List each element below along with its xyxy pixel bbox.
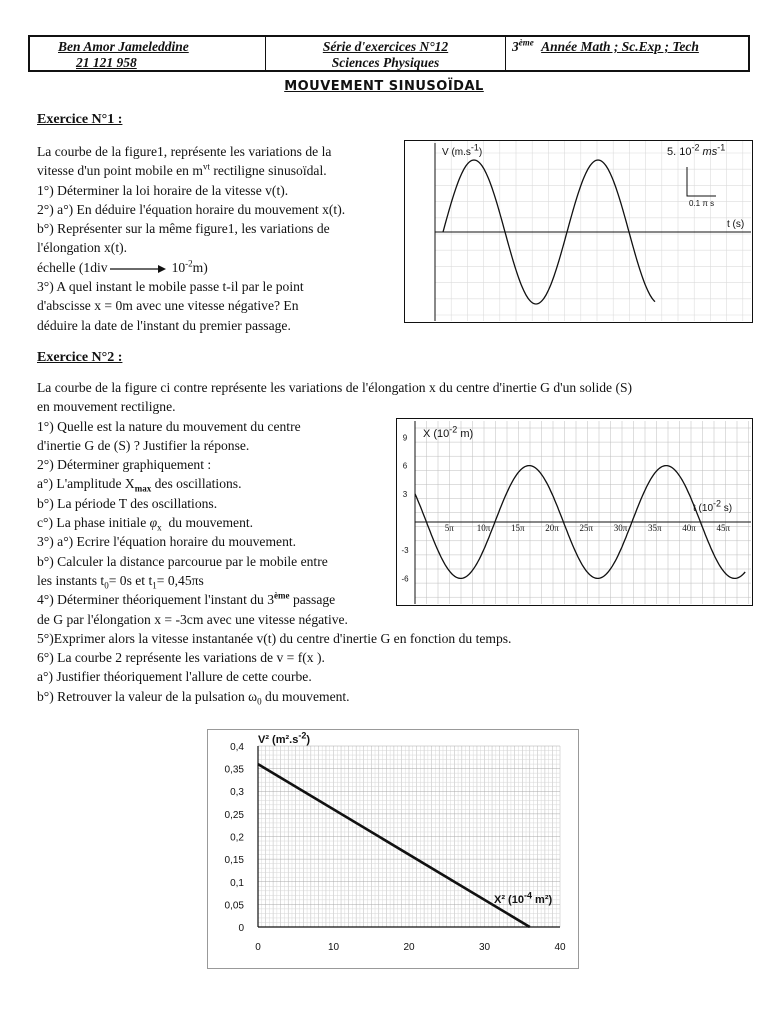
fig2-ylabel-end: m) bbox=[457, 428, 474, 440]
year-label: Année Math ; Sc.Exp ; Tech bbox=[541, 39, 699, 54]
fig1-scale-t: 0.1 π s bbox=[689, 199, 715, 208]
x-tick-label: 25π bbox=[579, 523, 594, 533]
fig2-xlabel-sup: -2 bbox=[713, 498, 722, 509]
q4-start: 4°) Déterminer théoriquement l'instant du 3 bbox=[37, 592, 275, 608]
ex2-title: Exercice N°2 : bbox=[37, 350, 123, 365]
q4-end: passage bbox=[292, 592, 336, 608]
ex1-line2-sup: vt bbox=[202, 161, 210, 172]
author-phone: 21 121 958 bbox=[76, 55, 137, 70]
chart-xlabel bbox=[494, 890, 553, 906]
year-num: 3 bbox=[512, 39, 519, 54]
y-tick-label: 0,25 bbox=[224, 809, 244, 821]
fig1-xlabel: t (s) bbox=[727, 219, 745, 230]
ex2-line: de G par l'élongation x = -3cm avec une vitesse négative. bbox=[37, 611, 348, 627]
header-author-cell bbox=[30, 37, 266, 70]
ex1-line: 1°) Déterminer la loi horaire de la vitesse v(t). bbox=[37, 182, 289, 198]
ex1-line: La courbe de la figure1, représente les variations de la bbox=[37, 144, 332, 159]
fig1-scale-v-unit-sup: -1 bbox=[717, 142, 726, 153]
ex1-text bbox=[37, 142, 345, 335]
x-tick-label: 10 bbox=[327, 942, 340, 953]
x-tick-label: 20π bbox=[545, 523, 559, 533]
scale-exp: -2 bbox=[185, 258, 193, 269]
chart-ylabel bbox=[258, 730, 311, 746]
x-tick-label: 0 bbox=[255, 942, 261, 953]
fig1-ylabel-end: ) bbox=[478, 147, 483, 158]
arrow-right-icon bbox=[110, 264, 166, 274]
ex2-line: 1°) Quelle est la nature du mouvement du centre bbox=[37, 418, 301, 434]
fig1-ylabel-text: V (m.s bbox=[442, 147, 471, 158]
phase-symbol: φ bbox=[149, 515, 158, 531]
amp-sub: max bbox=[134, 484, 152, 495]
ex1-line: b°) Représenter sur la même figure1, les variations de bbox=[37, 221, 330, 237]
ex1-line: l'élongation x(t). bbox=[37, 240, 128, 256]
x-tick-label: 40π bbox=[682, 523, 696, 533]
x-tick-label: 10π bbox=[476, 523, 491, 533]
fig2-xlabel-text: t (10 bbox=[693, 503, 714, 514]
chart-xlabel-end: m²) bbox=[531, 894, 553, 906]
y-tick-label: -3 bbox=[401, 546, 409, 556]
x-tick-label: 5π bbox=[444, 523, 454, 533]
instants-c: = 0,45πs bbox=[156, 572, 204, 588]
chart-xlabel-sup: -4 bbox=[523, 890, 532, 901]
figure-2 bbox=[396, 418, 753, 606]
author-name: Ben Amor Jameleddine bbox=[58, 39, 189, 54]
header-table bbox=[28, 35, 750, 72]
y-tick-label: 0,2 bbox=[230, 832, 244, 844]
courbe-2-chart bbox=[208, 730, 578, 968]
y-tick-label: 3 bbox=[402, 489, 408, 499]
figure-1-graph bbox=[405, 141, 751, 321]
ex1-scale-line bbox=[37, 258, 345, 277]
y-tick-label: 0,35 bbox=[224, 764, 244, 776]
y-tick-label: 0,15 bbox=[224, 855, 244, 867]
fig2-xlabel bbox=[693, 498, 733, 514]
phase-sub: x bbox=[157, 522, 162, 533]
chart-ylabel-sup: -2 bbox=[298, 730, 307, 741]
ex1-line: 3°) A quel instant le mobile passe t-il par le point bbox=[37, 279, 304, 295]
ex1-title: Exercice N°1 : bbox=[37, 112, 123, 127]
amp-end: des oscillations. bbox=[151, 476, 242, 492]
y-tick-label: -6 bbox=[401, 574, 409, 584]
x-tick-label: 30π bbox=[613, 523, 628, 533]
fig2-xlabel-end: s) bbox=[721, 503, 733, 514]
phase-end: du mouvement. bbox=[168, 515, 254, 531]
ex2-line: 2°) Déterminer graphiquement : bbox=[37, 457, 212, 473]
chart-xlabel-text: X² (10 bbox=[494, 894, 524, 906]
ex2-line: b°) La période T des oscillations. bbox=[37, 495, 218, 511]
ex1-line: 2°) a°) En déduire l'équation horaire du mouvement x(t). bbox=[37, 201, 346, 217]
series-title: Série d'exercices N°12 bbox=[322, 39, 449, 54]
header-year-cell bbox=[506, 37, 748, 70]
ex2-line bbox=[37, 687, 632, 706]
ex2-line: 6°) La courbe 2 représente les variations de v = f(x ). bbox=[37, 650, 325, 666]
fig1-scale-v-sup: -2 bbox=[691, 142, 700, 153]
x-tick-label: 35π bbox=[648, 523, 662, 533]
ex2-line: b°) Calculer la distance parcourue par le mobile entre bbox=[37, 553, 328, 569]
y-tick-label: 6 bbox=[402, 461, 408, 471]
amp-start: a°) L'amplitude X bbox=[37, 476, 135, 492]
chart-ylabel-text: V² (m².s bbox=[258, 734, 299, 746]
y-tick-label: 0,1 bbox=[230, 877, 244, 889]
ex2-line: a°) Justifier théoriquement l'allure de cette courbe. bbox=[37, 669, 312, 685]
q6b-sub: 0 bbox=[257, 696, 262, 707]
subject: Sciences Physiques bbox=[331, 55, 440, 70]
x-tick-label: 30 bbox=[478, 942, 491, 953]
page-title-text: MOUVEMENT SINUSOÏDAL bbox=[284, 79, 484, 94]
ex1-line2-start: vitesse d'un point mobile en m bbox=[37, 163, 203, 179]
ex1-line: d'abscisse x = 0m avec une vitesse négative? En bbox=[37, 298, 299, 314]
fig1-scale-v-unit: ms bbox=[699, 146, 718, 158]
scale-unit: m) bbox=[192, 259, 208, 275]
ex2-line: 3°) a°) Ecrire l'équation horaire du mouvement. bbox=[37, 534, 297, 550]
fig1-scale-v bbox=[667, 142, 726, 158]
scale-label: échelle (1div bbox=[37, 259, 108, 275]
y-tick-label: 9 bbox=[402, 433, 408, 443]
x-tick-label: 40 bbox=[554, 942, 566, 953]
x-tick-label: 45π bbox=[716, 523, 731, 533]
ex2-line: en mouvement rectiligne. bbox=[37, 399, 176, 415]
fig1-ylabel-sup: -1 bbox=[470, 142, 479, 153]
y-tick-label: 0,05 bbox=[224, 900, 244, 912]
y-tick-label: 0 bbox=[238, 923, 244, 934]
ex2-line: La courbe de la figure ci contre représente les variations de l'élongation x du centre d'inertie G d'un solide (S) bbox=[37, 380, 633, 395]
q6b-start: b°) Retrouver la valeur de la pulsation ω bbox=[37, 688, 258, 704]
fig2-ylabel-sup: -2 bbox=[449, 424, 458, 435]
instants-a: les instants t bbox=[37, 572, 105, 588]
fig2-ylabel-text: X (10 bbox=[423, 428, 450, 440]
fig1-scale-v-text: 5. 10 bbox=[667, 146, 692, 158]
chart-ylabel-end: ) bbox=[306, 734, 311, 746]
year-sup: ème bbox=[518, 37, 534, 48]
figure-courbe-2 bbox=[207, 729, 579, 969]
q6b-end: du mouvement. bbox=[265, 688, 350, 704]
instants-sub0: 0 bbox=[104, 580, 109, 591]
fig2-ylabel bbox=[423, 424, 474, 440]
ex1-line bbox=[37, 161, 345, 180]
page-title bbox=[0, 79, 768, 94]
ex1-line: déduire la date de l'instant du premier passage. bbox=[37, 317, 291, 333]
y-tick-label: 0,3 bbox=[230, 787, 244, 799]
ex2-line: d'inertie G de (S) ? Justifier la réponse. bbox=[37, 437, 250, 453]
ex1-line2-end: rectiligne sinusoïdal. bbox=[213, 163, 327, 179]
fig1-ylabel bbox=[442, 142, 483, 158]
scale-marker bbox=[687, 167, 716, 196]
figure-1 bbox=[404, 140, 753, 323]
phase-start: c°) La phase initiale bbox=[37, 515, 150, 531]
x-tick-label: 20 bbox=[403, 942, 415, 953]
header-series-cell bbox=[266, 37, 506, 70]
y-tick-label: 0,4 bbox=[230, 742, 244, 753]
ex2-line: 5°)Exprimer alors la vitesse instantanée v(t) du centre d'inertie G en fonction du temps. bbox=[37, 630, 512, 646]
instants-b: = 0s et t bbox=[108, 572, 153, 588]
scale-value: 10 bbox=[171, 259, 186, 275]
q4-sup: ème bbox=[274, 590, 290, 601]
instants-sub1: 1 bbox=[152, 580, 157, 591]
x-tick-label: 15π bbox=[511, 523, 525, 533]
